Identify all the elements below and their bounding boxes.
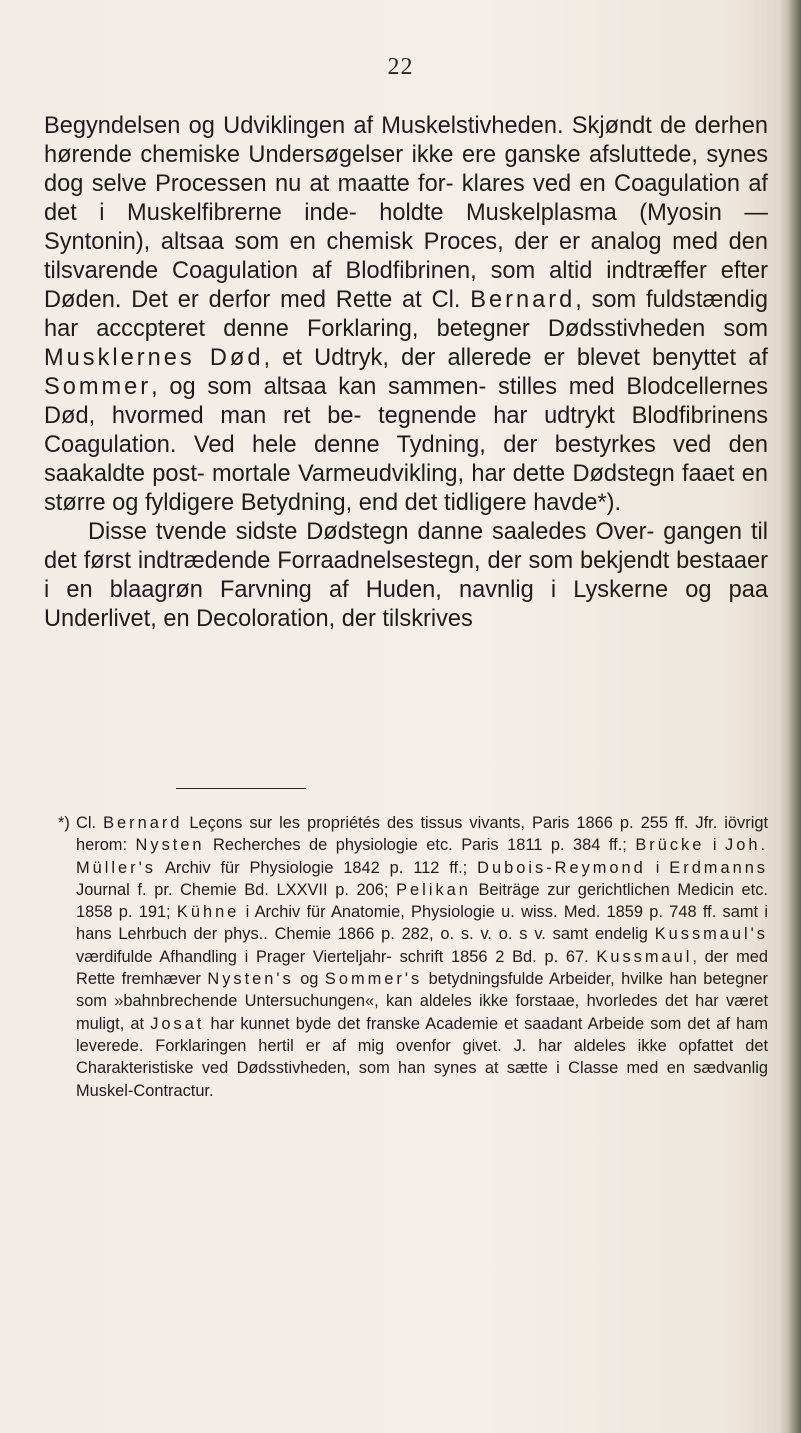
text-run-spaced: Nysten's (207, 970, 294, 989)
paragraph (44, 518, 768, 634)
text-run: i (645, 858, 670, 877)
text-run: Begyndelsen og Udviklingen af Muskelstivheden. Skjøndt de derhen hørende chemiske Undersøgelser ikke ere ganske afsluttede, synes dog selve Processen nu at maatte for- klares ved en Coagulation af det i Muskelfibrerne inde- holdte Muskelplasma (Myosin — Syntonin), altsaa som en chemisk Proces, der er analog med den tilsvarende Coagulation af Blodfibrinen, som altid indtræffer efter Døden. Det er derfor med Rette at Cl. (44, 113, 768, 313)
text-run-spaced: Kühne (176, 903, 240, 922)
page-number: 22 (387, 54, 414, 80)
text-run-spaced: Nysten (135, 836, 205, 855)
text-run-spaced: Brücke (635, 836, 705, 855)
text-run-spaced: Sommer's (324, 970, 423, 989)
text-run: betydningsfulde Arbeider, hvilke han betegner som »bahnbrechende Untersuchungen«, kan aldeles ikke forstaae, hvorledes det har været muligt, at (76, 970, 769, 1033)
footnote-separator (176, 788, 306, 789)
text-run: , et Udtryk, der allerede er blevet benyttet af (263, 345, 768, 371)
text-run: Cl. (76, 814, 104, 832)
text-run: , som fuldstændig har acccpteret denne Forklaring, betegner Dødsstivheden som (44, 287, 768, 342)
text-run: har kunnet byde det franske Academie et saadant Arbeide som det af ham leverede. Forklaringen hertil er af mig ovenfor givet. J. har aldeles ikke opfattet det Charakteristiske ved Dødsstivheden, som han synes at sætte i Classe med en sædvanlig Muskel-Contractur. (76, 1014, 768, 1100)
text-run: Recherches de physiologie etc. Paris 1811 p. 384 ff.; (204, 836, 636, 855)
text-run-spaced: Bernard (103, 814, 183, 832)
paragraph (44, 112, 768, 518)
text-run: , der med Rette fremhæver (76, 947, 768, 989)
text-run-spaced: Erdmanns (669, 858, 768, 877)
text-run: Leçons sur les propriétés des tissus vivants, Paris 1866 p. 255 ff. Jfr. iövrigt herom: (76, 814, 768, 855)
text-run-spaced: Joh. Müller's (76, 836, 768, 877)
page-binding-shadow (779, 0, 801, 1433)
text-run: Beiträge zur gerichtlichen Medicin etc. 1858 p. 191; (76, 880, 768, 922)
text-run: Disse tvende sidste Dødstegn danne saaledes Over- gangen til det først indtrædende Forraadnelsestegn, der som bekjendt bestaaer i en blaagrøn Farvning af Huden, navnlig i Lyskerne og paa Underlivet, en Decoloration, der tilskrives (44, 519, 768, 632)
text-run-spaced: Pelikan (396, 880, 471, 899)
text-run-spaced: Dubois-Reymond (477, 858, 646, 877)
text-run: værdifulde Afhandling i Prager Vierteljahr- schrift 1856 2 Bd. p. 67. (76, 947, 597, 966)
text-run: Archiv für Physiologie 1842 p. 112 ff.; (155, 858, 478, 877)
text-run: og (293, 970, 325, 989)
footnote-text (76, 812, 768, 1102)
text-run-spaced: Musklernes Død (44, 345, 264, 371)
text-run: Journal f. pr. Chemie Bd. LXXVII p. 206; (76, 880, 397, 899)
text-run-spaced: Sommer (44, 374, 152, 400)
text-run-spaced: Kussmaul's (654, 925, 768, 944)
text-run: i Archiv für Anatomie, Physiologie u. wiss. Med. 1859 p. 748 ff. samt i hans Lehrbuch der phys.. Chemie 1866 p. 282, o. s. v. o. s v. samt endelig (76, 903, 768, 944)
text-run: i (704, 836, 726, 855)
text-run: , og som altsaa kan sammen- stilles med Blodcellernes Død, hvormed man ret be- tegnende har udtrykt Blodfibrinens Coagulation. Ved hele denne Tydning, der bestyrkes ved den saakaldte post- mortale Varmeudvikling, har dette Dødstegn faaet en større og fyldigere Betydning, end det tidligere havde*). (44, 374, 768, 516)
body-text (44, 112, 768, 634)
text-run-spaced: Kussmaul (596, 947, 693, 966)
text-run-spaced: Bernard (470, 287, 576, 313)
text-run-spaced: Josat (150, 1014, 205, 1033)
footnote-marker: *) (58, 814, 70, 832)
footnote (58, 812, 769, 1102)
